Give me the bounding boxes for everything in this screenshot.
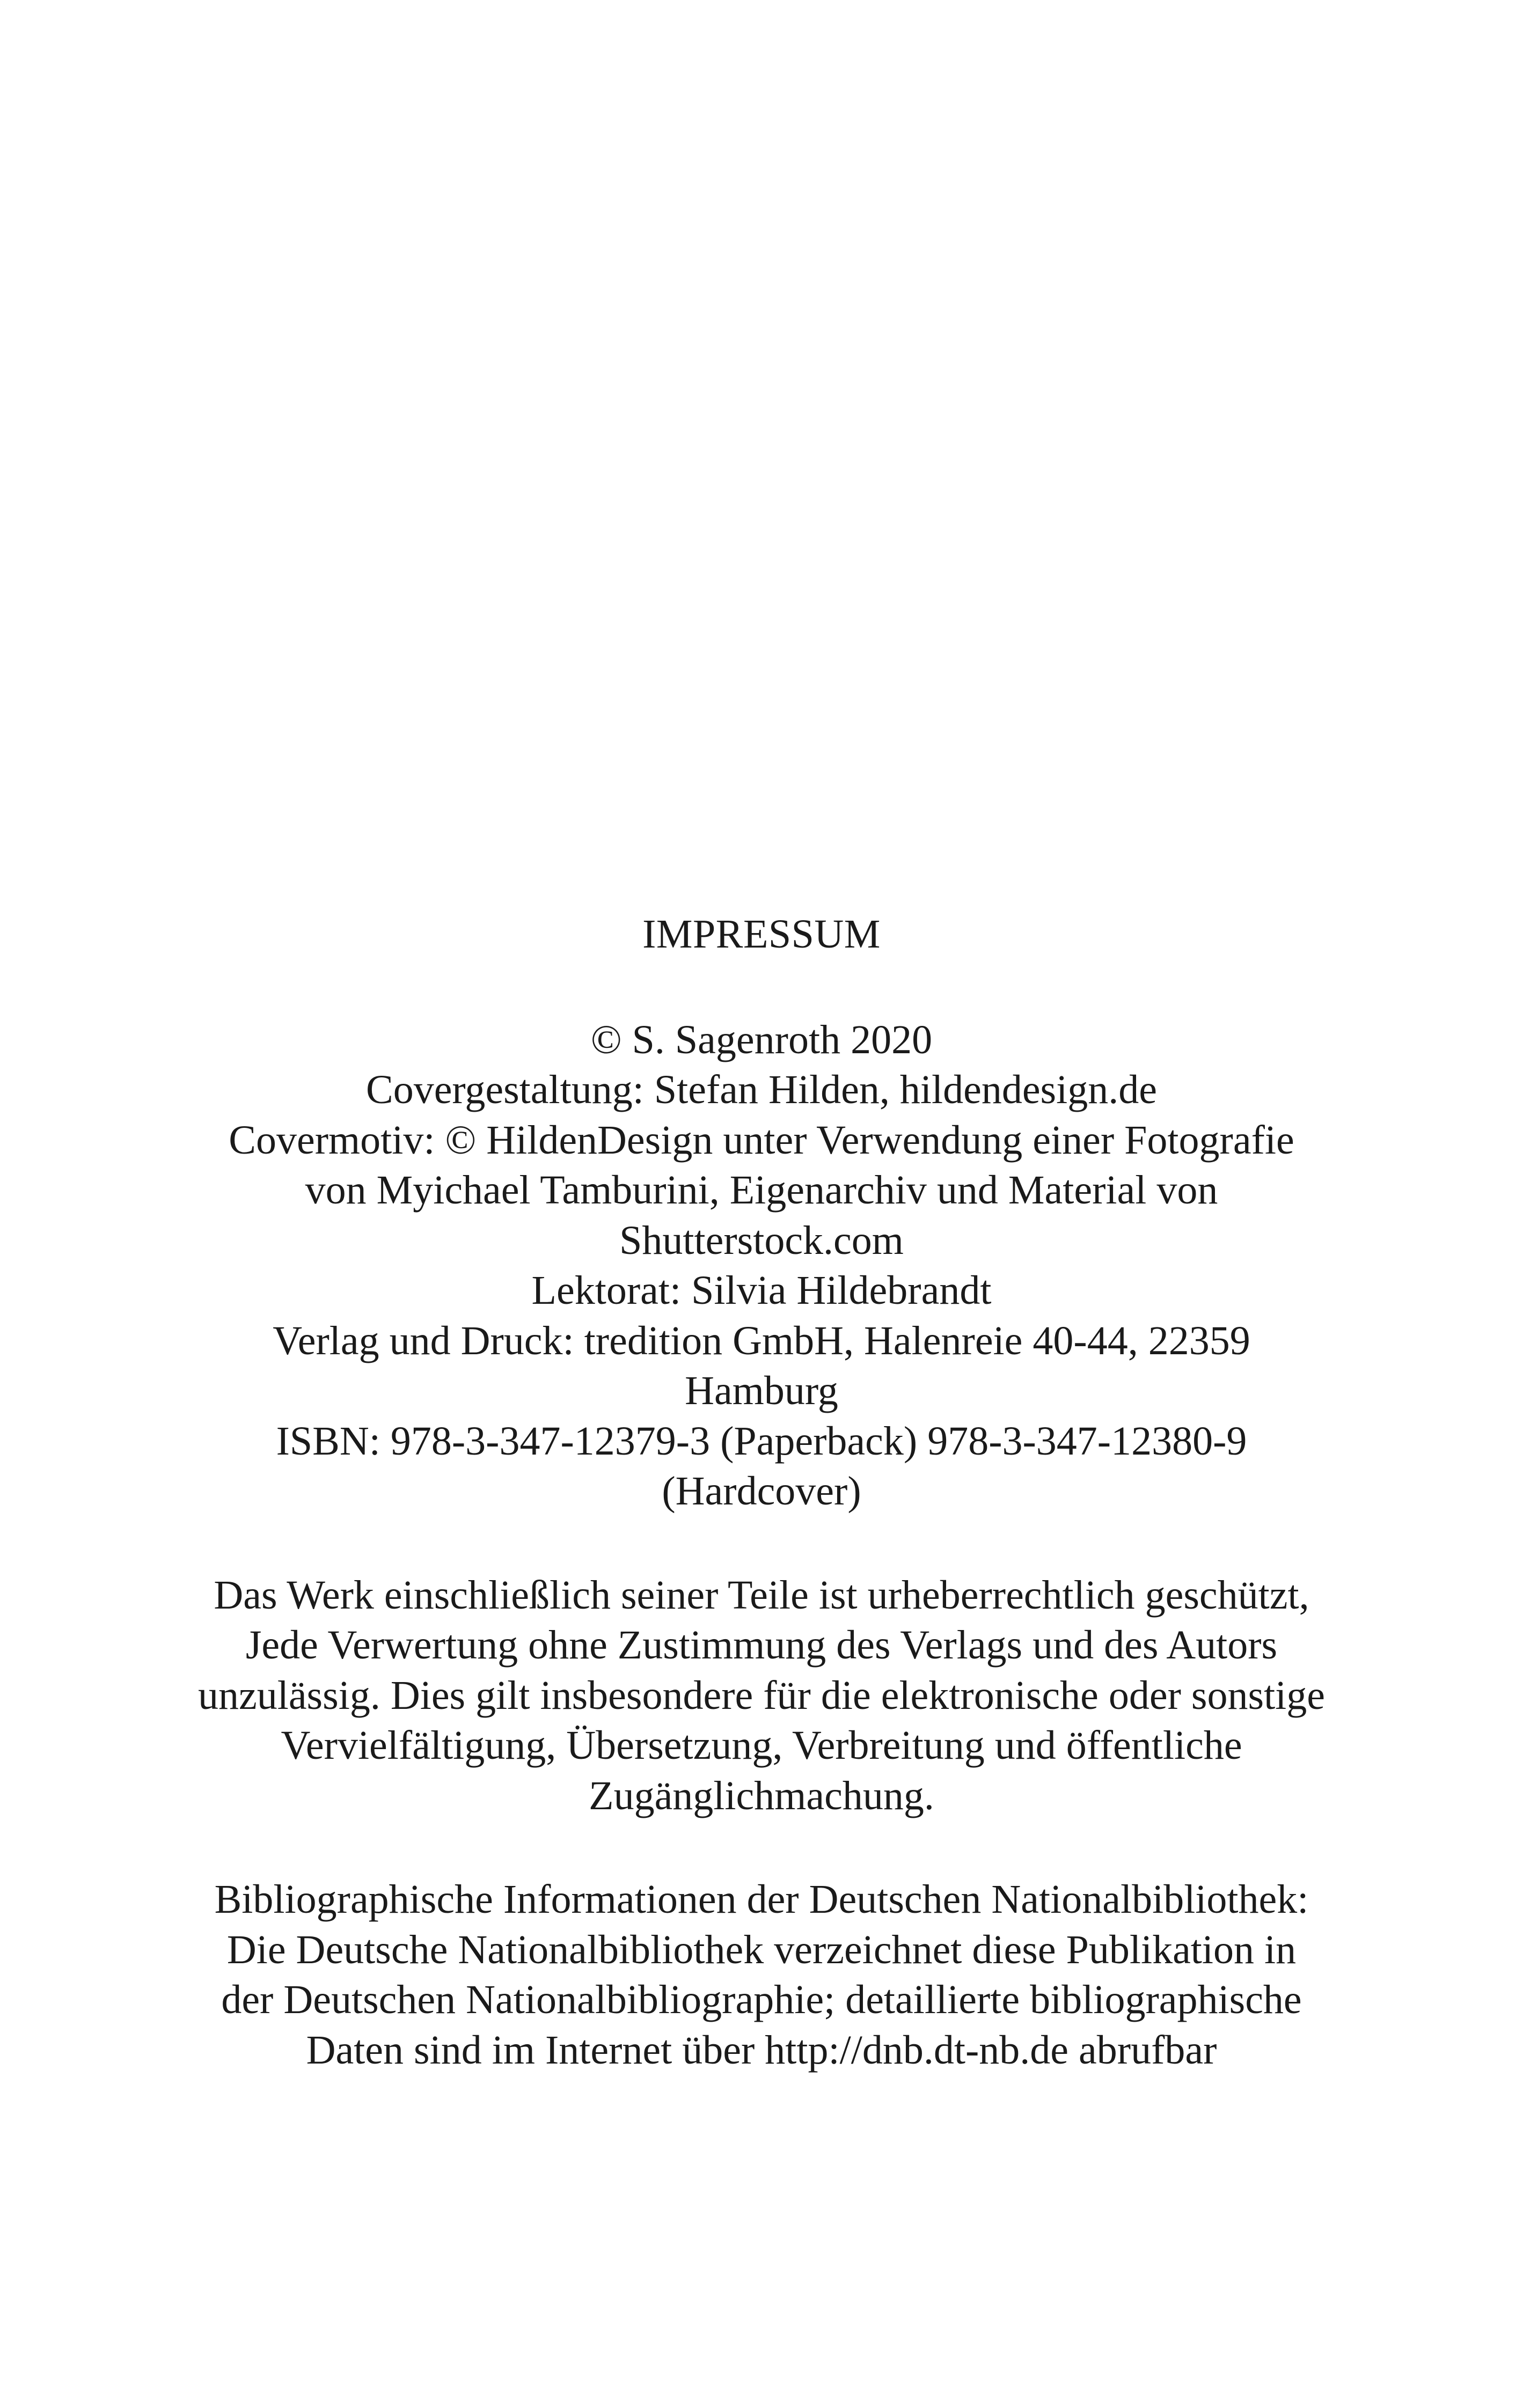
publisher-line-2: Hamburg bbox=[685, 1368, 838, 1413]
cover-motif-line-3: Shutterstock.com bbox=[619, 1217, 904, 1263]
dnb-line-1: Bibliographische Informationen der Deutschen Nationalbibliothek: bbox=[214, 1877, 1309, 1922]
cover-motif-line-1: Covermotiv: © HildenDesign unter Verwendung einer Fotografie bbox=[229, 1117, 1294, 1163]
dnb-line-3: der Deutschen Nationalbibliographie; detaillierte bibliographische bbox=[221, 1977, 1302, 2022]
rights-line-5: Zugänglichmachung. bbox=[589, 1773, 934, 1818]
rights-line-3: unzulässig. Dies gilt insbesondere für die elektronische oder sonstige bbox=[197, 1672, 1326, 1718]
isbn-line-1: ISBN: 978-3-347-12379-3 (Paperback) 978-3-347-12380-9 bbox=[276, 1418, 1247, 1464]
rights-line-2: Jede Verwertung ohne Zustimmung des Verlags und des Autors bbox=[245, 1623, 1278, 1668]
dnb-block bbox=[0, 1875, 1523, 2075]
dnb-line-2: Die Deutsche Nationalbibliothek verzeichnet diese Publikation in bbox=[226, 1927, 1297, 1972]
impressum-content bbox=[0, 909, 1523, 2075]
cover-design-line: Covergestaltung: Stefan Hilden, hildendesign.de bbox=[366, 1067, 1157, 1112]
rights-block bbox=[0, 1570, 1523, 1822]
isbn-line-2: (Hardcover) bbox=[662, 1469, 861, 1514]
imprint-block bbox=[0, 1015, 1523, 1517]
cover-motif-line-2: von Myichael Tamburini, Eigenarchiv und Material von bbox=[305, 1168, 1218, 1213]
publisher-line-1: Verlag und Druck: tredition GmbH, Halenreie 40-44, 22359 bbox=[273, 1318, 1250, 1363]
dnb-line-4: Daten sind im Internet über http://dnb.dt-nb.de abrufbar bbox=[306, 2027, 1217, 2073]
editor-line: Lektorat: Silvia Hildebrandt bbox=[531, 1268, 992, 1313]
rights-line-1: Das Werk einschließlich seiner Teile ist urheberrechtlich geschützt, bbox=[214, 1572, 1309, 1618]
copyright-line: © S. Sagenroth 2020 bbox=[590, 1017, 933, 1062]
rights-line-4: Vervielfältigung, Übersetzung, Verbreitung und öffentliche bbox=[281, 1723, 1242, 1768]
page-title: IMPRESSUM bbox=[642, 912, 881, 957]
